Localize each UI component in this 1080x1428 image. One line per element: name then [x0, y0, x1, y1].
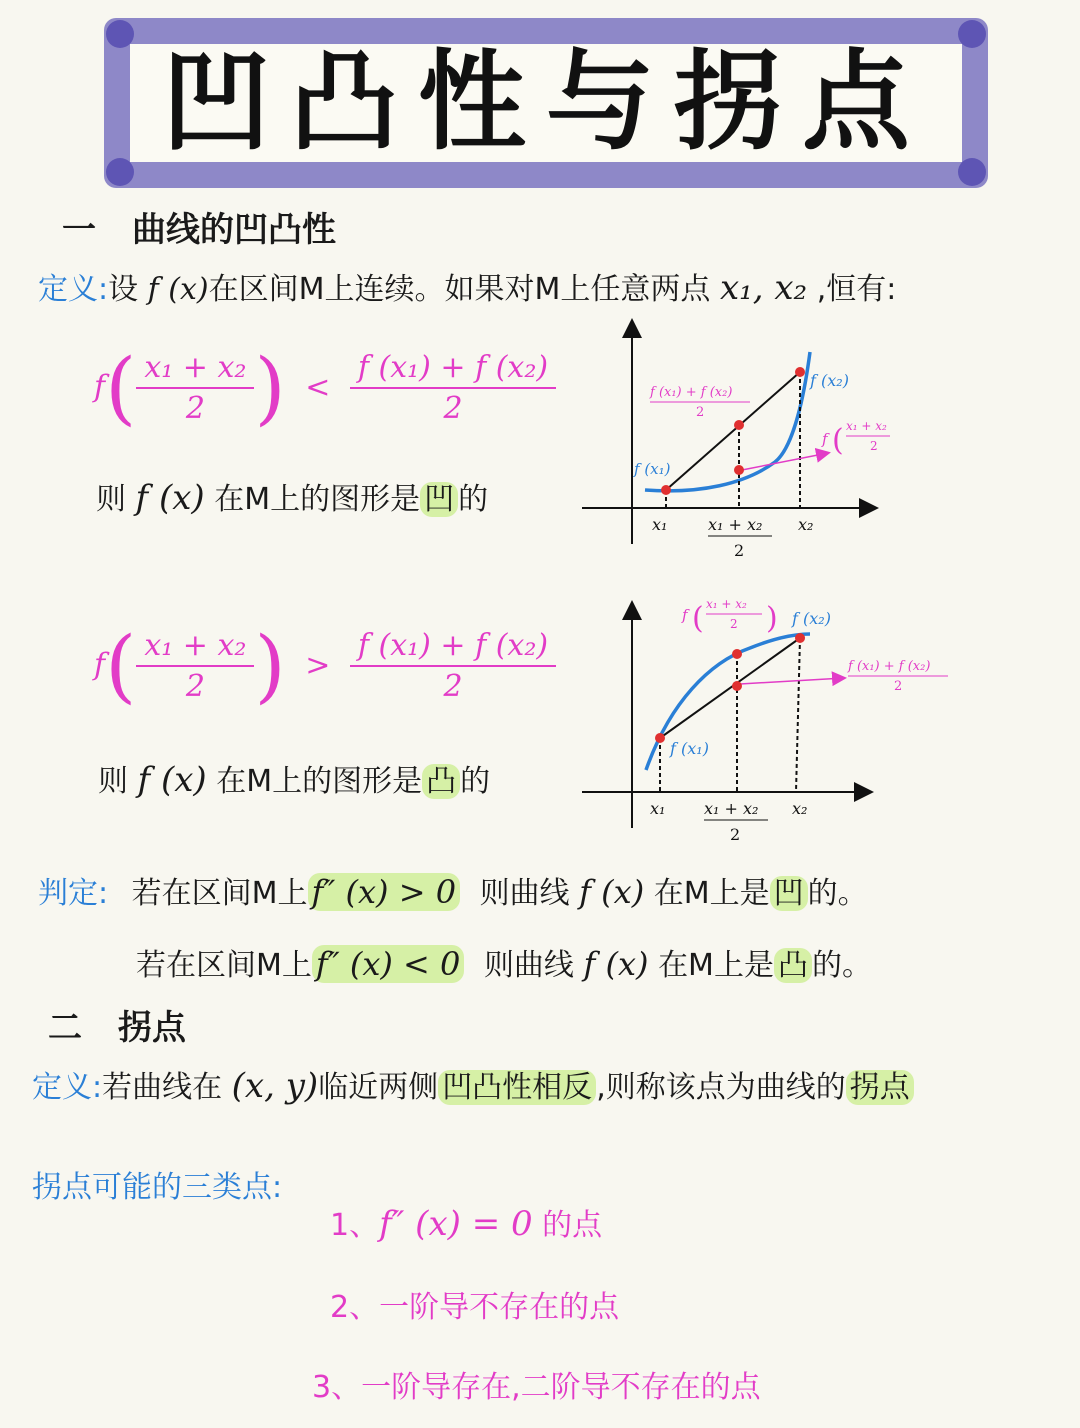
convex-inequality: f( $\frac{\text{x₁ + x₂}}{2}$ ) > $\frac{\text{f (x₁) + f (x₂)}}{2}$: [94, 626, 556, 706]
keyword-inflection: 拐点: [846, 1070, 914, 1105]
point-curve-mid: [734, 465, 744, 475]
concave-inequality: f( $\frac{\text{x₁ + x₂}}{2}$ ) < $\frac{\text{f (x₁) + f (x₂)}}{2}$: [94, 348, 556, 428]
svg-text:2: 2: [894, 679, 903, 694]
svg-text:f: f: [682, 606, 688, 624]
tick-xmid: x₁ + x₂: [704, 799, 759, 818]
criterion1-condition: f″ (x) > 0: [308, 873, 461, 911]
banner-corner-dot: [958, 158, 986, 186]
point-curve-mid: [732, 649, 742, 659]
label-f-x1: f (x₁): [634, 460, 671, 478]
label-f-x2: f (x₂): [810, 371, 849, 390]
convex-graph: [570, 592, 970, 842]
tick-x2: x₂: [798, 515, 814, 534]
tick-x2: x₂: [792, 799, 808, 818]
section2-title: 拐点: [118, 1008, 186, 1048]
svg-text:f: f: [822, 430, 828, 448]
svg-text:2: 2: [734, 541, 745, 560]
section2-definition: 定义:若曲线在 (x, y)临近两侧 凹凸性相反 ,则称该点为曲线的 拐点: [32, 1062, 914, 1106]
banner-inner: [130, 40, 962, 165]
title-banner: [104, 18, 988, 188]
chord: [660, 638, 800, 738]
label-f-x2: f (x₂): [792, 609, 831, 628]
criterion-line-1: 判定: 若在区间M上 f″ (x) > 0 则曲线 f (x) 在M上是 凹 的。: [38, 873, 868, 911]
inflection-item-2: 2、一阶导不存在的点: [330, 1290, 620, 1325]
concave-conclusion: 则 f (x) 在M上的图形是 凹 的: [96, 478, 489, 518]
concave-keyword: 凹: [420, 482, 458, 517]
svg-text:(: (: [832, 423, 844, 458]
fx: f (x): [147, 272, 209, 307]
section1-number: 一: [62, 210, 96, 250]
svg-text:2: 2: [730, 825, 741, 842]
point-x2: [795, 367, 805, 377]
svg-text:2: 2: [730, 617, 738, 631]
label-mid-num: f (x₁) + f (x₂): [650, 385, 733, 400]
concave-graph: [570, 312, 890, 562]
point-x1: [661, 485, 671, 495]
criterion-label: 判定:: [38, 876, 109, 911]
svg-text:x₁ + x₂: x₁ + x₂: [706, 597, 747, 611]
label-mid-den: 2: [696, 405, 705, 420]
pointer-arrow: [740, 678, 844, 684]
section2-number: 二: [48, 1008, 82, 1048]
section1-title: 曲线的凹凸性: [132, 210, 336, 250]
banner-corner-dot: [958, 20, 986, 48]
svg-text:2: 2: [870, 439, 878, 453]
label-mid-num: f (x₁) + f (x₂): [848, 659, 931, 674]
x1-x2: x₁, x₂: [719, 268, 808, 308]
label-f-x1: f (x₁): [670, 739, 709, 758]
criterion2-condition: f″ (x) < 0: [312, 945, 465, 983]
svg-text:x₁ + x₂: x₁ + x₂: [846, 419, 887, 433]
criterion-line-2: 若在区间M上 f″ (x) < 0 则曲线 f (x) 在M上是 凸 的。: [136, 945, 872, 983]
tick-x1: x₁: [652, 515, 668, 534]
point-chord-mid: [732, 681, 742, 691]
definition-label: 定义:: [38, 272, 109, 307]
svg-text:(: (: [692, 601, 704, 636]
inflection-types-label: 拐点可能的三类点:: [32, 1170, 283, 1205]
convex-keyword: 凸: [422, 764, 460, 799]
point-x1: [655, 733, 665, 743]
point-x2: [795, 633, 805, 643]
banner-corner-dot: [106, 158, 134, 186]
page-title: 凹凸性与拐点: [161, 40, 930, 165]
section1-definition: 定义:设 f (x)在区间M上连续。如果对M上任意两点 x₁, x₂ ,恒有:: [38, 268, 897, 308]
pointer-arrow: [742, 453, 828, 470]
banner-corner-dot: [106, 20, 134, 48]
inflection-item-1: 1、f″ (x) = 0 的点: [330, 1204, 603, 1244]
svg-text:): ): [766, 601, 778, 636]
keyword-opposite: 凹凸性相反: [438, 1070, 596, 1105]
definition-label: 定义:: [32, 1070, 103, 1105]
inflection-item-3: 3、一阶导存在,二阶导不存在的点: [312, 1370, 761, 1405]
convex-conclusion: 则 f (x) 在M上的图形是 凸 的: [98, 760, 491, 800]
tick-x1: x₁: [650, 799, 666, 818]
point-chord-mid: [734, 420, 744, 430]
tick-xmid: x₁ + x₂: [708, 515, 763, 534]
